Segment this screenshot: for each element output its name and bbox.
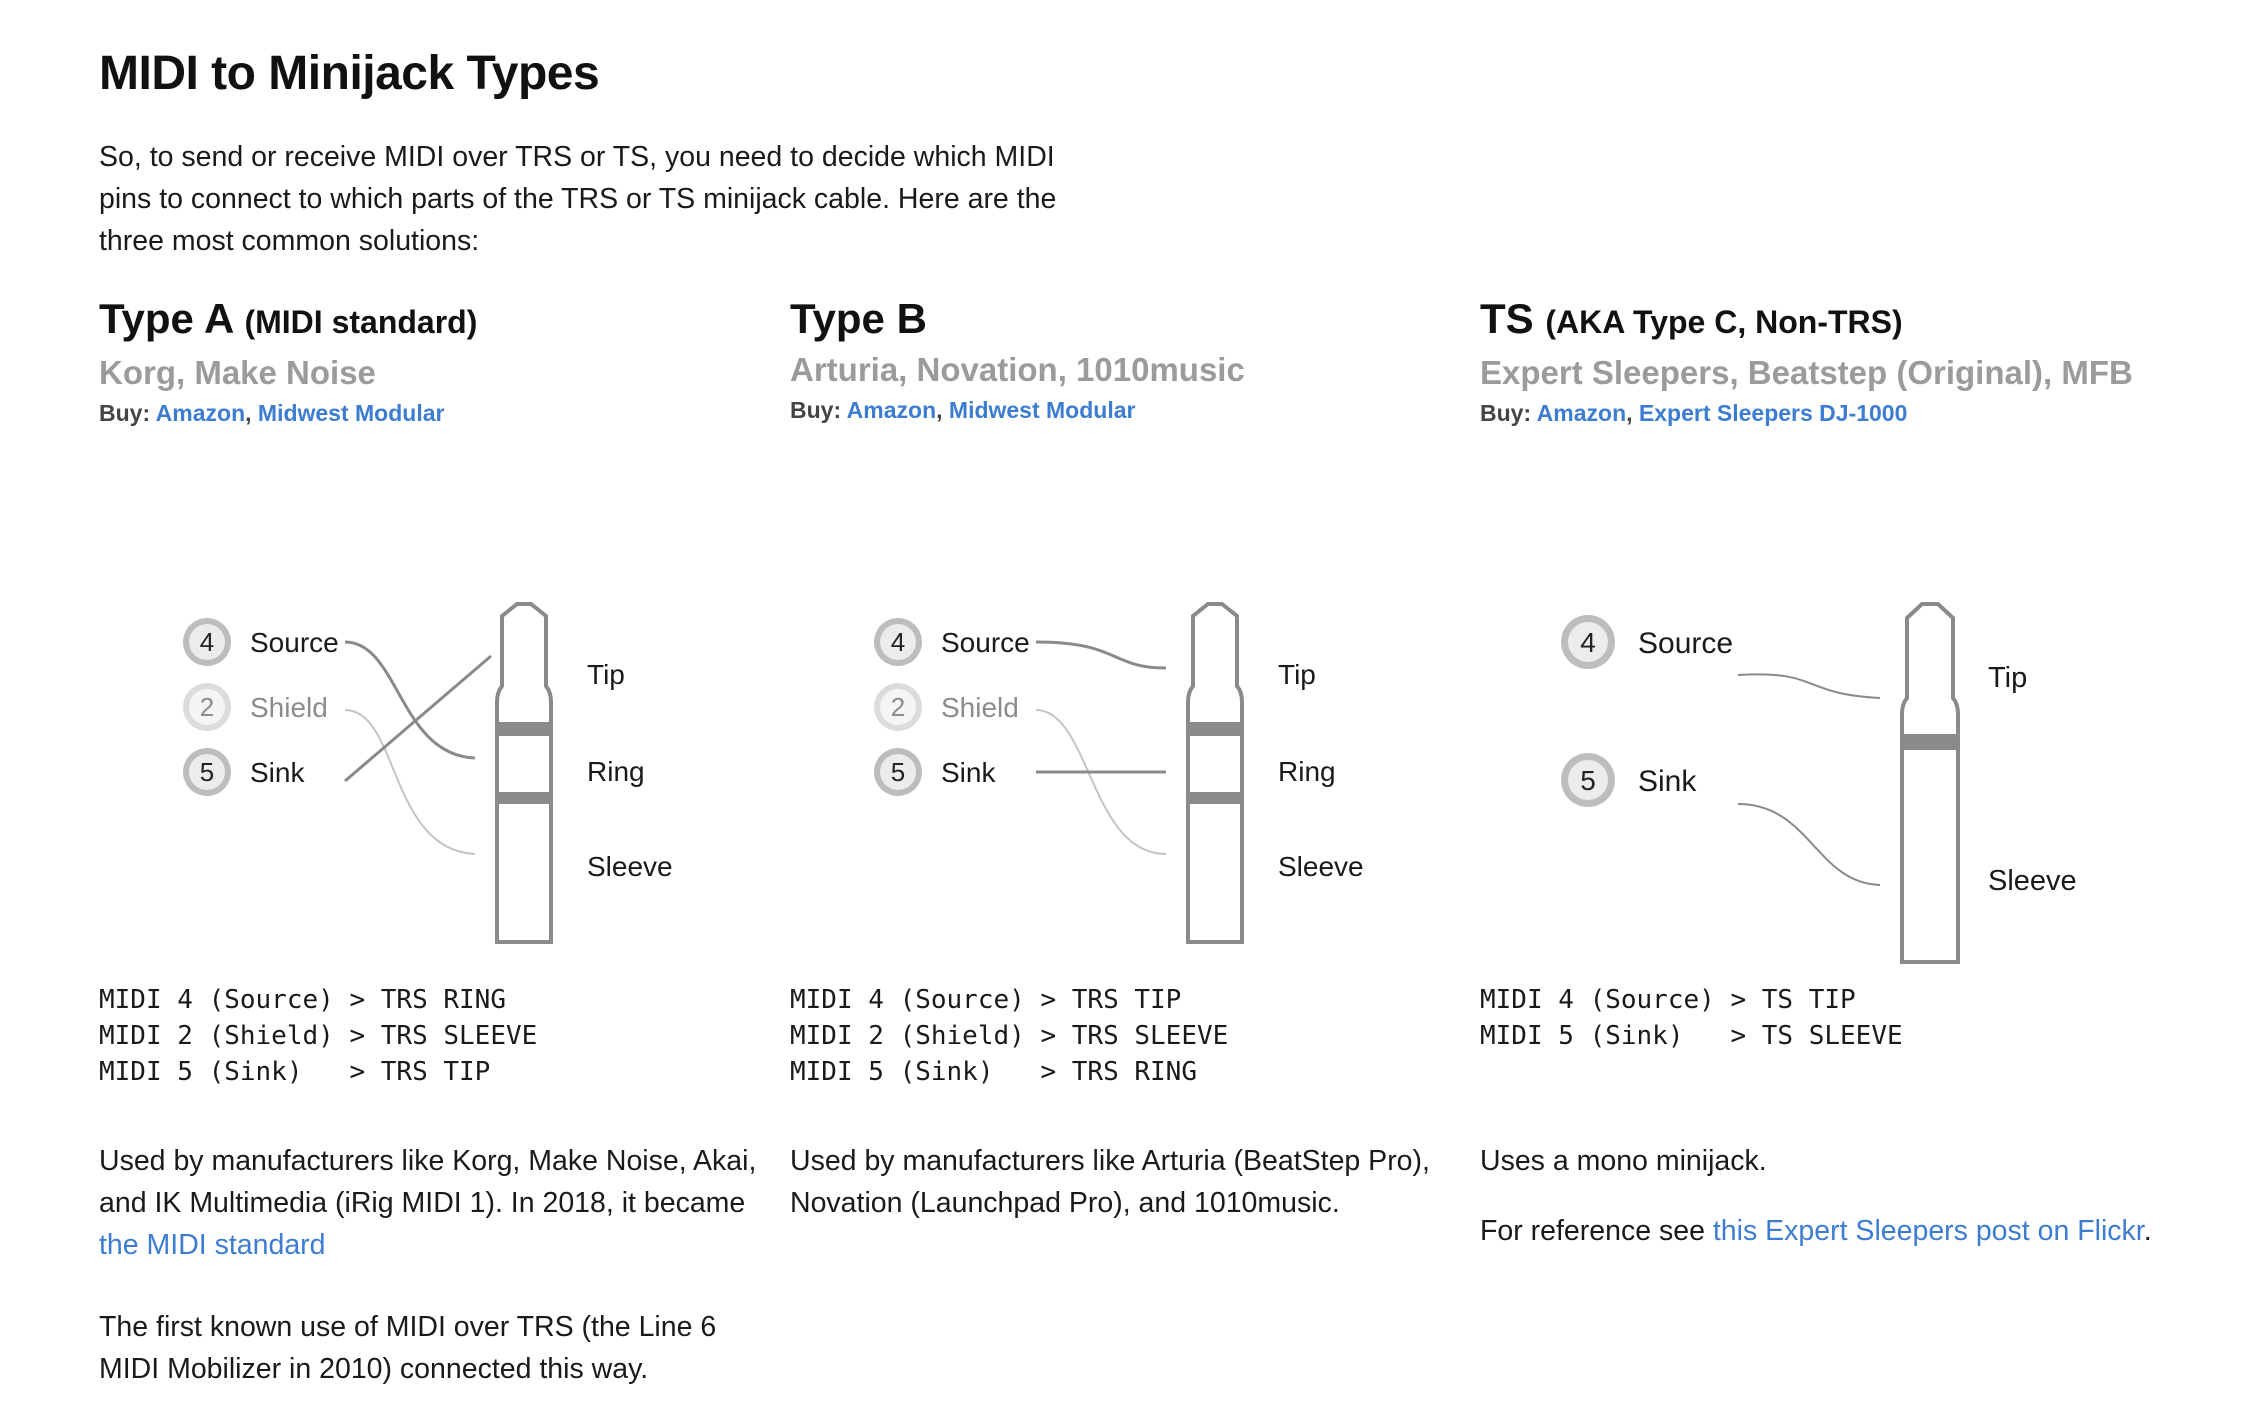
ts-jack bbox=[1902, 604, 1958, 962]
buy-label: Buy: bbox=[790, 397, 842, 423]
pin-2-number: 2 bbox=[890, 692, 906, 722]
ts-title: TS bbox=[1480, 295, 1534, 342]
wire-source-ring bbox=[345, 642, 475, 758]
pin-5-number: 5 bbox=[890, 757, 906, 787]
type-b-heading: Type B bbox=[790, 295, 927, 342]
pin-4-number: 4 bbox=[890, 627, 906, 657]
pin-5-number: 5 bbox=[1580, 765, 1596, 796]
pinout-line: MIDI 4 (Source) > TRS TIP bbox=[790, 985, 1182, 1015]
ring-label: Ring bbox=[587, 756, 645, 787]
ts-makers: Expert Sleepers, Beatstep (Original), MFB bbox=[1480, 354, 2133, 391]
pin-source-label: Source bbox=[941, 627, 1030, 658]
pin-source-label: Source bbox=[250, 627, 339, 658]
type-a-amazon-link[interactable]: Amazon bbox=[155, 400, 246, 426]
wire-shield-sleeve bbox=[1036, 710, 1166, 854]
sleeve-label: Sleeve bbox=[1278, 851, 1364, 882]
pin-sink-label: Sink bbox=[250, 757, 305, 788]
buy-label: Buy: bbox=[1480, 400, 1532, 426]
type-a-description bbox=[99, 1140, 759, 1266]
type-a-makers: Korg, Make Noise bbox=[99, 354, 376, 391]
pin-2-number: 2 bbox=[199, 692, 215, 722]
intro-paragraph: So, to send or receive MIDI over TRS or TS, you need to decide which MIDI pins to connect to which parts of the TRS or TS minijack cable. Here are the three most common solutions: bbox=[99, 141, 1057, 257]
pin-shield-label: Shield bbox=[941, 692, 1019, 723]
wire-sink-tip bbox=[345, 656, 491, 781]
type-a-midwest-link[interactable]: Midwest Modular bbox=[257, 400, 445, 426]
pinout-line: MIDI 5 (Sink) > TS SLEEVE bbox=[1480, 1021, 1903, 1051]
sleeve-label: Sleeve bbox=[587, 851, 673, 882]
pinout-line: MIDI 5 (Sink) > TRS RING bbox=[790, 1057, 1197, 1087]
page-title: MIDI to Minijack Types bbox=[99, 47, 600, 100]
ts-reference-text: For reference see bbox=[1480, 1215, 1705, 1247]
pin-source-label: Source bbox=[1638, 627, 1734, 660]
type-a-heading bbox=[99, 290, 759, 351]
ts-diagram bbox=[1480, 600, 2120, 970]
type-b-column bbox=[790, 290, 1450, 426]
ts-buy: Buy: Amazon, Expert Sleepers DJ-1000 bbox=[1480, 400, 1908, 426]
trs-jack bbox=[1188, 604, 1242, 942]
type-a-buy: Buy: Amazon, Midwest Modular bbox=[99, 400, 445, 426]
wire-shield-sleeve bbox=[345, 710, 475, 854]
ts-reference bbox=[1480, 1210, 2200, 1252]
pinout-line: MIDI 2 (Shield) > TRS SLEEVE bbox=[790, 1021, 1229, 1051]
type-a-history: The first known use of MIDI over TRS (the Line 6 MIDI Mobilizer in 2010) connected this way. bbox=[99, 1311, 717, 1385]
pinout-line: MIDI 4 (Source) > TRS RING bbox=[99, 985, 506, 1015]
wire-source-tip bbox=[1738, 674, 1880, 698]
ts-heading bbox=[1480, 290, 2140, 351]
pin-shield-label: Shield bbox=[250, 692, 328, 723]
pin-4-number: 4 bbox=[1580, 627, 1596, 658]
ts-amazon-link[interactable]: Amazon bbox=[1536, 400, 1627, 426]
type-a-title: Type A bbox=[99, 295, 233, 342]
type-b-amazon-link[interactable]: Amazon bbox=[846, 397, 937, 423]
ts-subtitle: (AKA Type C, Non-TRS) bbox=[1545, 304, 1903, 340]
midi-standard-link[interactable]: the MIDI standard bbox=[99, 1229, 326, 1261]
tip-label: Tip bbox=[1278, 659, 1316, 690]
ts-description: Uses a mono minijack. bbox=[1480, 1145, 1767, 1177]
type-a-diagram bbox=[99, 600, 739, 970]
pin-5-number: 5 bbox=[199, 757, 215, 787]
type-a-pinout bbox=[99, 982, 537, 1090]
ts-pinout bbox=[1480, 982, 1903, 1054]
ring-label: Ring bbox=[1278, 756, 1336, 787]
ts-expert-sleepers-link[interactable]: Expert Sleepers DJ-1000 bbox=[1638, 400, 1908, 426]
type-b-makers: Arturia, Novation, 1010music bbox=[790, 351, 1245, 388]
pinout-line: MIDI 2 (Shield) > TRS SLEEVE bbox=[99, 1021, 538, 1051]
type-b-midwest-link[interactable]: Midwest Modular bbox=[948, 397, 1136, 423]
type-b-pinout bbox=[790, 982, 1228, 1090]
ts-column bbox=[1480, 290, 2140, 429]
type-b-diagram bbox=[790, 600, 1430, 970]
type-a-column bbox=[99, 290, 759, 429]
tip-label: Tip bbox=[587, 659, 625, 690]
pinout-line: MIDI 4 (Source) > TS TIP bbox=[1480, 985, 1856, 1015]
pin-sink-label: Sink bbox=[941, 757, 996, 788]
wire-sink-sleeve bbox=[1738, 804, 1880, 885]
wire-source-tip bbox=[1036, 642, 1166, 668]
pinout-line: MIDI 5 (Sink) > TRS TIP bbox=[99, 1057, 491, 1087]
type-a-desc-text: Used by manufacturers like Korg, Make Noise, Akai, and IK Multimedia (iRig MIDI 1). In 2018, it became bbox=[99, 1145, 757, 1219]
flickr-post-link[interactable]: this Expert Sleepers post on Flickr bbox=[1712, 1215, 2144, 1247]
type-b-buy: Buy: Amazon, Midwest Modular bbox=[790, 397, 1136, 423]
trs-jack bbox=[497, 604, 551, 942]
tip-label: Tip bbox=[1988, 662, 2028, 694]
pin-sink-label: Sink bbox=[1638, 765, 1697, 798]
pin-4-number: 4 bbox=[199, 627, 215, 657]
type-a-subtitle: (MIDI standard) bbox=[244, 304, 478, 340]
type-b-description: Used by manufacturers like Arturia (BeatStep Pro), Novation (Launchpad Pro), and 1010music. bbox=[790, 1145, 1430, 1219]
buy-label: Buy: bbox=[99, 400, 151, 426]
ts-reference-period: . bbox=[2143, 1215, 2152, 1247]
sleeve-label: Sleeve bbox=[1988, 865, 2077, 897]
